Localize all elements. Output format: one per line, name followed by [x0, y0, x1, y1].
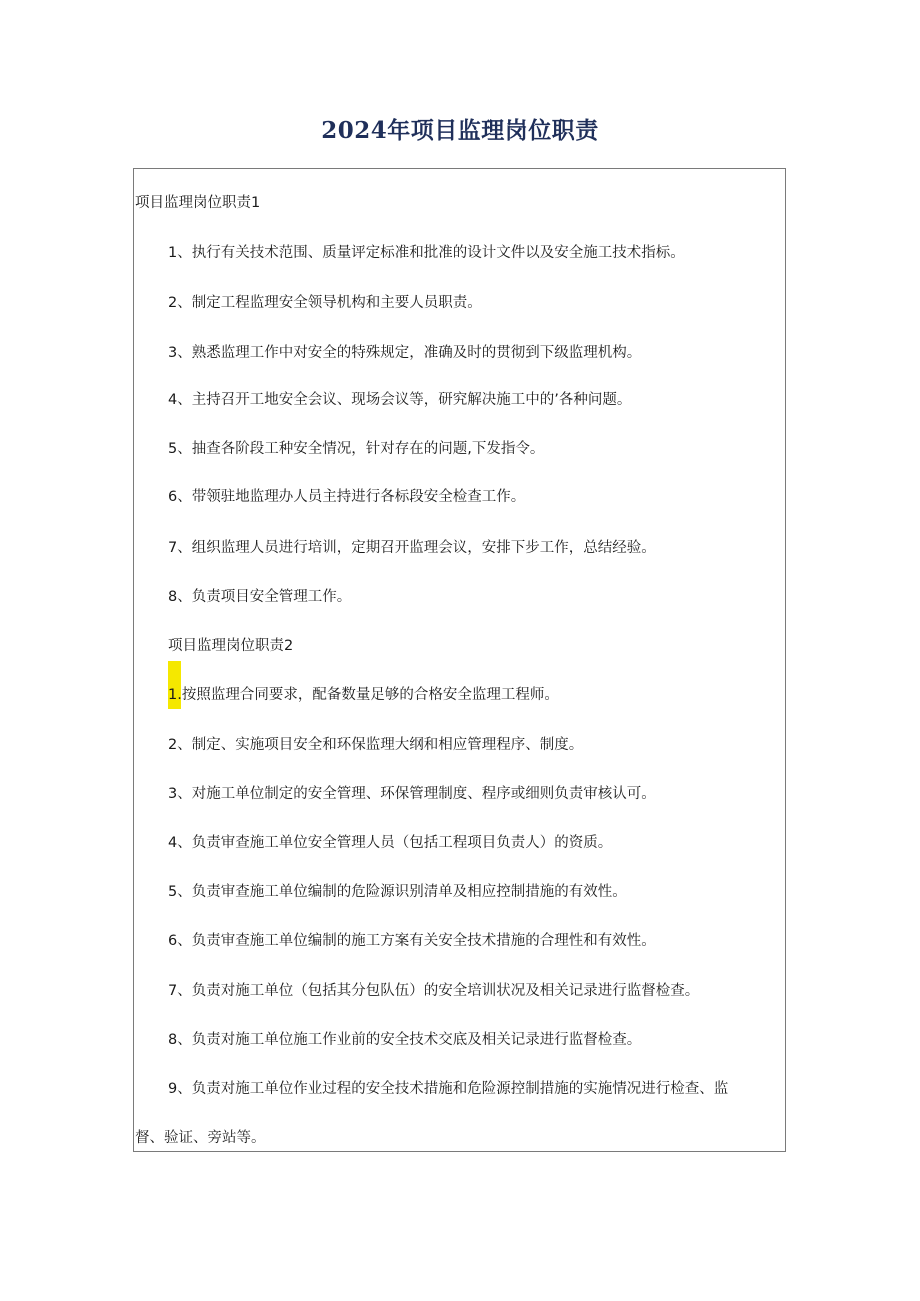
section-2-item-5: 5、负责审查施工单位编制的危险源识别清单及相应控制措施的有效性。	[168, 884, 627, 900]
section-2-item-6: 6、负责审查施工单位编制的施工方案有关安全技术措施的合理性和有效性。	[168, 933, 656, 949]
section-2-item-7: 7、负责对施工单位（包括其分包队伍）的安全培训状况及相关记录进行监督检查。	[168, 983, 700, 999]
section-1-item-1: 1、执行有关技术范围、质量评定标准和批准的设计文件以及安全施工技术指标。	[168, 245, 685, 261]
section-1-item-5: 5、抽查各阶段工种安全情况，针对存在的问题,下发指令。	[168, 441, 545, 457]
section-1-item-7: 7、组织监理人员进行培训，定期召开监理会议，安排下步工作，总结经验。	[168, 540, 656, 556]
section-2-item-2: 2、制定、实施项目安全和环保监理大纲和相应管理程序、制度。	[168, 737, 584, 753]
section-2-item-4: 4、负责审查施工单位安全管理人员（包括工程项目负责人）的资质。	[168, 835, 613, 851]
section-2-heading: 项目监理岗位职责2	[168, 638, 294, 654]
section-1-item-3: 3、熟悉监理工作中对安全的特殊规定，准确及时的贯彻到下级监理机构。	[168, 345, 642, 361]
section-2-item-1: 1.按照监理合同要求，配备数量足够的合格安全监理工程师。	[168, 687, 559, 703]
content-box	[133, 168, 786, 1152]
page-title: 2024年项目监理岗位职责	[321, 117, 599, 144]
section-2-item-8: 8、负责对施工单位施工作业前的安全技术交底及相关记录进行监督检查。	[168, 1032, 642, 1048]
section-1-item-6: 6、带领驻地监理办人员主持进行各标段安全检查工作。	[168, 489, 526, 505]
section-1-heading: 项目监理岗位职责1	[135, 195, 261, 211]
section-1-item-4: 4、主持召开工地安全会议、现场会议等，研究解决施工中的’各种问题。	[168, 392, 632, 408]
section-2-item-3: 3、对施工单位制定的安全管理、环保管理制度、程序或细则负责审核认可。	[168, 786, 656, 802]
section-1-item-2: 2、制定工程监理安全领导机构和主要人员职责。	[168, 295, 482, 311]
section-2-item-9-continued: 督、验证、旁站等。	[135, 1130, 266, 1146]
section-2-item-9: 9、负责对施工单位作业过程的安全技术措施和危险源控制措施的实施情况进行检查、监	[168, 1081, 729, 1097]
section-1-item-8: 8、负责项目安全管理工作。	[168, 589, 352, 605]
